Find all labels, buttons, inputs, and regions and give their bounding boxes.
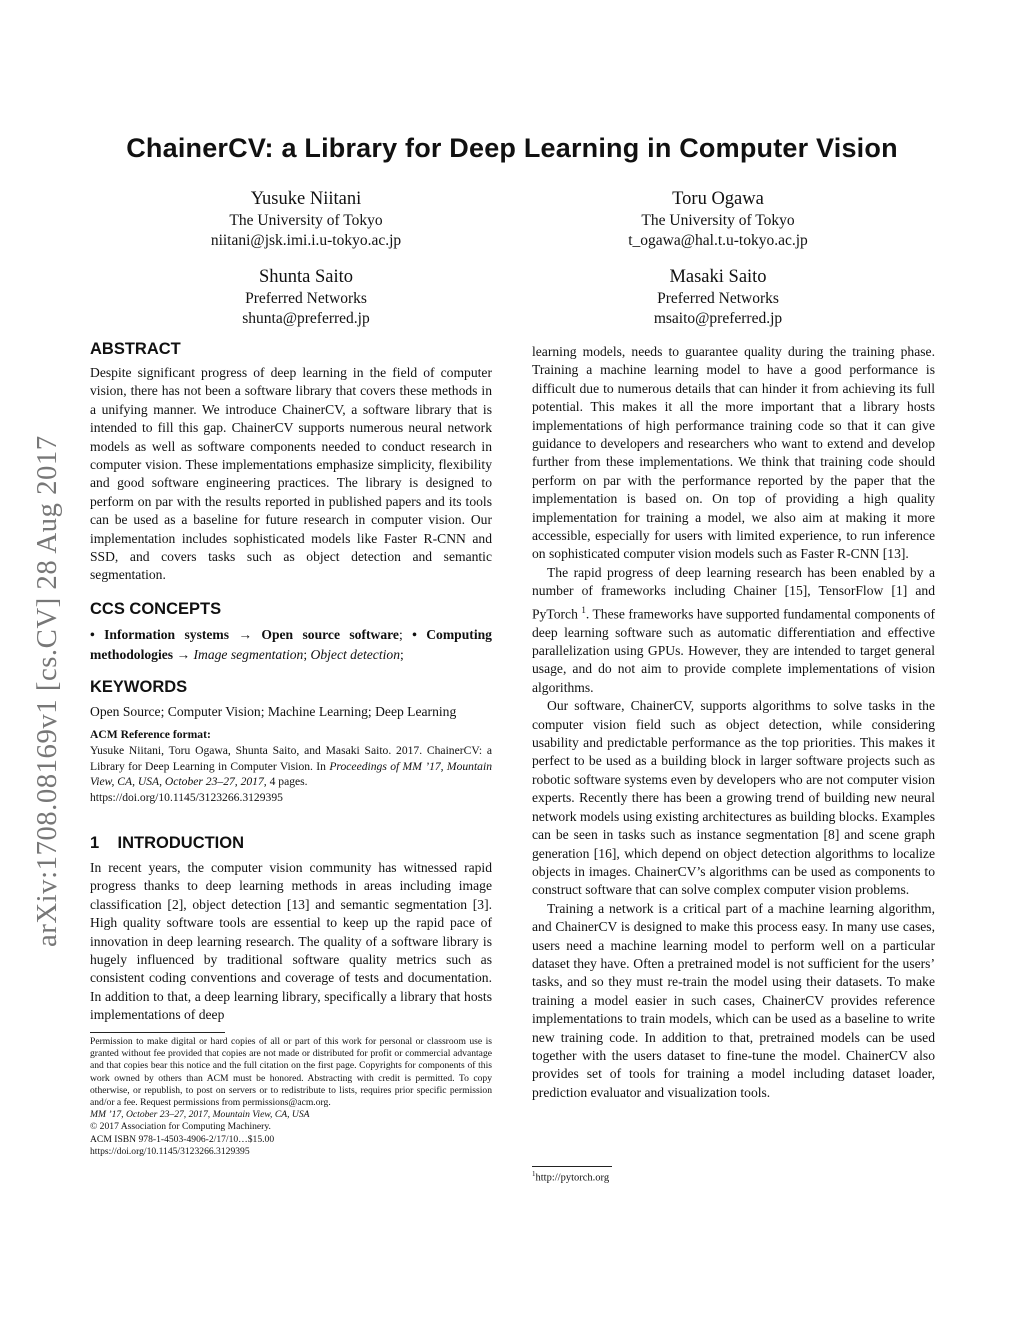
author-name: Toru Ogawa (672, 189, 764, 209)
paragraph: learning models, needs to guarantee quality during the training phase. Training a machine learning model to have a good performance is difficult due to numerous details that can hinder it from achieving its full potential. This makes it all the more important that a library hosts implementations of high performance training code so that it can give guidance to developers and researchers who want to extend and develop further from these implementations. We think that training code should perform on par with the performance reported by the paper that the implementation is based on. On top of providing a high quality implementation for training a model, we also aim at making it more accessible, especially for users with limited experience, to run inference on sophisticated computer vision models such as Faster R-CNN [13]. (532, 344, 935, 562)
separator: ; (303, 646, 308, 662)
acm-reference-pages: 4 pages. (269, 775, 308, 789)
separator: ; (400, 646, 404, 662)
separator: ; (398, 627, 403, 642)
author-block (136, 265, 476, 329)
ccs-bullet: • Computing methodologies (90, 627, 492, 662)
abstract-text (90, 364, 492, 585)
footnote (532, 1170, 609, 1184)
paper-title: ChainerCV: a Library for Deep Learning in Computer Vision (126, 133, 898, 163)
ccs-concepts (90, 625, 492, 664)
section-heading (90, 834, 244, 853)
abstract-body: Despite significant progress of deep learning in the field of computer vision, there has not been a software library that covers these methods in a unifying manner. We introduce ChainerCV, a software library that is intended to fill this gap. ChainerCV supports numerous neural network models as well as software components needed to conduct research in computer vision. These implementations emphasize simplicity, flexibility and good software engineering practices. The library is designed to perform on par with the results reported in published papers and its tools can be used as a baseline for future research in computer vision. Our implementation includes sophisticated models like Faster R-CNN and SSD, and covers tasks such as object detection and semantic segmentation. (90, 365, 492, 583)
author-email: t_ogawa@hal.t.u-tokyo.ac.jp (628, 232, 808, 249)
copyright-line: © 2017 Association for Computing Machinery. (90, 1121, 271, 1133)
acm-reference-doi: https://doi.org/10.1145/3123266.3129395 (90, 791, 283, 805)
author-name: Yusuke Niitani (250, 189, 362, 209)
keywords-text: Open Source; Computer Vision; Machine Learning; Deep Learning (90, 704, 457, 719)
ccs-target: Image segmentation (193, 646, 304, 662)
section-title: INTRODUCTION (117, 834, 245, 852)
conference-line: MM ’17, October 23–27, 2017, Mountain View, CA, USA (90, 1109, 310, 1121)
author-affiliation: Preferred Networks (245, 290, 367, 307)
author-block (548, 265, 888, 329)
permission-block (90, 1036, 492, 1158)
permission-text: Permission to make digital or hard copies of all or part of this work for personal or classroom use is granted without fee provided that copies are not made or distributed for profit or commercial advantage and that copies bear this notice and the full citation on the first page. Copyrights for components of this work owned by others than ACM must be honored. Abstracting with credit is permitted. To copy otherwise, or republish, to post on servers or to redistribute to lists, requires prior specific permission and/or a fee. Request permissions from permissions@acm.org. (90, 1036, 492, 1109)
ccs-bullet: • Information systems (90, 627, 230, 642)
isbn-line: ACM ISBN 978-1-4503-4906-2/17/10…$15.00 (90, 1133, 275, 1145)
acm-reference-label: ACM Reference format: (90, 728, 211, 741)
author-affiliation: The University of Tokyo (229, 212, 383, 229)
footnote-rule (90, 1032, 225, 1033)
footnote-mark: 1 (532, 1170, 536, 1178)
section-number: 1 (90, 834, 100, 852)
right-column (532, 343, 935, 1102)
ccs-target: Object detection (310, 646, 400, 662)
acm-reference-authors: Yusuke Niitani, Toru Ogawa, Shunta Saito, and Masaki Saito. 2017. ChainerCV: a Library for Deep Learning in Computer Vision. In (90, 743, 492, 773)
author-block (548, 187, 888, 251)
author-email: msaito@preferred.jp (653, 310, 783, 327)
author-name: Masaki Saito (669, 267, 767, 287)
ccs-target: Open source software (261, 627, 399, 642)
footnote-url: http://pytorch.org (535, 1172, 610, 1184)
arrow-icon: → (238, 627, 253, 642)
intro-paragraph (90, 859, 492, 1025)
author-email: shunta@preferred.jp (242, 310, 370, 327)
arxiv-identifier: arXiv:1708.08169v1 [cs.CV] 28 Aug 2017 (31, 435, 63, 947)
footnote-rule (532, 1166, 612, 1167)
doi-line: https://doi.org/10.1145/3123266.3129395 (90, 1145, 250, 1157)
paragraph-text: . These frameworks have supported fundamental components of deep learning software such as automatic differentiation and effective parallelization using GPUs. However, they are intended to target general usage, and do not aim to provide complete implementations of vision algorithms. (532, 606, 935, 695)
keywords-heading: KEYWORDS (90, 678, 188, 696)
author-affiliation: Preferred Networks (657, 290, 779, 307)
acm-reference (90, 727, 492, 806)
paragraph: Training a network is a critical part of a machine learning algorithm, and ChainerCV is designed to make this process easy. In many use cases, users need a machine learning model to perform well on a particular dataset they have. Often a pretrained model is not sufficient for the users’ tasks, and so they must re-train the model using their datasets. To make training a model easier in such cases, ChainerCV provides reference implementations to train models, which can be used as a baseline to write new training code. In addition to that, pretrained models can be used together with the users dataset to fine-tune the model. ChainerCV also provides set of tools for training a model including dataset loader, prediction evaluator and visualization tools. (532, 900, 935, 1100)
paragraph (532, 564, 935, 697)
ccs-heading: CCS CONCEPTS (90, 600, 222, 618)
abstract-heading: ABSTRACT (90, 340, 181, 358)
author-block (136, 187, 476, 251)
paragraph-text: The rapid progress of deep learning research has been enabled by a number of frameworks including Chainer [15], TensorFlow [1] and PyTorch (532, 564, 935, 622)
footnote-ref: 1 (581, 604, 586, 615)
intro-body: In recent years, the computer vision community has witnessed rapid progress thanks to deep learning methods in areas including image classification [2], object detection [13] and semantic segmentation [3]. High quality software tools are essential to keep up the rapid pace of innovation in deep learning research. The quality of a software library is hugely influenced by traditional software quality metrics such as consistent coding conventions and coverage of tests and documentation. In addition to that, a deep learning library, specifically a library that hosts implementations of deep (90, 860, 492, 1023)
arrow-icon: → (176, 646, 191, 662)
author-email: niitani@jsk.imi.i.u-tokyo.ac.jp (210, 232, 402, 249)
author-affiliation: The University of Tokyo (641, 212, 795, 229)
author-name: Shunta Saito (258, 267, 354, 287)
paragraph: Our software, ChainerCV, supports algorithms to solve tasks in the computer vision field such as object detection, while considering usability and predictable performance as the top priorities. This makes it perfect to be used as a building block in larger software projects such as robotic software systems even by developers who are not computer vision experts. Recently there has been a growing trend of building new neural network models using existing architectures as building blocks. Examples can be seen in tasks such as instance segmentation [8] and scene graph generation [16], which depend on object detection algorithms to localize objects in images. ChainerCV’s algorithms can be used as components to construct software that can solve complex computer vision problems. (532, 698, 935, 898)
acm-reference-venue: Proceedings of MM ’17, Mountain View, CA, USA, October 23–27, 2017, (90, 759, 493, 789)
